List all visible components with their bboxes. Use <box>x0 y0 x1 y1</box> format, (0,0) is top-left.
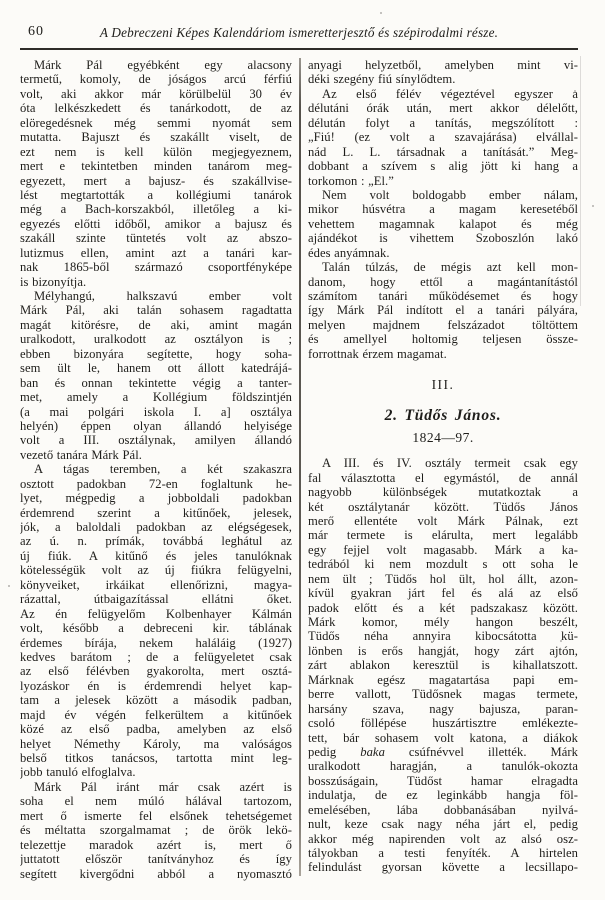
text-line: nád L. L. társadnak a tanítását.” Meg- <box>308 144 578 159</box>
text-line: az ú. n. prímák, továbbá leghátul az <box>20 534 292 549</box>
scan-edge-artifact <box>580 56 581 306</box>
text-line: könyveiket, irkáikat ellenőrizni, magya- <box>20 577 292 592</box>
text-line: tályokban a testi fenyíték. A hirtelen <box>308 846 578 860</box>
text-line: délután folyt a tanítás, megszólított : <box>308 115 578 130</box>
text-line: berre vallott, Tüdősnek magas termete, <box>308 687 578 702</box>
text-line: felindulást gyorsan követte a lecsillapo- <box>308 860 578 875</box>
text-line: elöregedésnek még semmi nyomát sem <box>20 115 292 130</box>
text-line: helyén) éppen olyan állandó helyisége <box>20 418 292 433</box>
text-line: magát kitörésre, de aki, amint magán <box>20 317 292 332</box>
section-number-heading: III. <box>431 377 455 393</box>
text-line: csoló föllépése huszártisztre emlékezte- <box>308 716 578 731</box>
text-line: tam a jelesek között a második padban, <box>20 693 292 708</box>
text-line: lyozáskor én is érdemrendi helyet kap- <box>20 678 292 693</box>
text-line: Márknak egész magatartása papi em- <box>308 672 578 687</box>
text-line: is bizonyítja. <box>20 274 87 289</box>
text-line: Márk komor, mély hangon beszélt, <box>308 615 578 629</box>
text-line: uralkodott haragján, a tanulók-okozta <box>308 759 578 774</box>
text-line: vehettem magamnak kalapot és még <box>308 216 578 231</box>
text-line: és méltatta szorgalmamat ; de örök lekö- <box>20 823 292 838</box>
text-line: (a mai polgári iskola I. a] osztálya <box>20 404 292 419</box>
subsection-title: 2. Tüdős János. <box>384 407 502 425</box>
text-line: danom, hogy ettől a magántanítástól <box>308 274 578 289</box>
text-line: lönben is erős hangját, hogy zárt ajtón, <box>308 643 578 658</box>
text-line: kedves barátom ; de a felügyeletet csak <box>20 649 292 664</box>
text-line: új fiúk. A kitűnő és jeles tanulóknak <box>20 548 292 563</box>
text-line: emelésében, lába dobbanásában nyilvá- <box>308 802 578 817</box>
text-line: kívül gyakran járt fel és alá az első <box>308 586 578 601</box>
text-line: volt, aki akkor már körülbelül 30 év <box>20 86 292 101</box>
text-line: déki szegény fiú sínylődtem. <box>308 72 456 87</box>
text-line: és amellyel holtomig teljesen össze- <box>308 332 578 347</box>
scan-speck <box>8 585 10 587</box>
text-line: tedrából ki nem mozdult s ott soha le <box>308 557 578 572</box>
text-line: akkor még napirenden volt az alsó osz- <box>308 831 578 846</box>
text-line: majd év végén felkerültem a kitűnőek <box>20 707 292 722</box>
text-line: ebben bizonyára segítette, hogy soha- <box>20 346 292 361</box>
text-line: harsány szava, nagy bajusza, paran- <box>308 701 578 716</box>
text-line: helyet Némethy Károly, ma valóságos <box>20 736 292 751</box>
text-line: Talán túlzás, de mégis azt kell mon- <box>322 260 578 275</box>
text-line: lutizmus ellen, amint azt a tanári kar- <box>20 245 292 260</box>
text-line: szakáll szinte tüntetés volt az abszo- <box>20 231 292 246</box>
text-line: melyen majdnem felszázadot töltöttem <box>308 317 578 332</box>
text-line: volt, később a debreceni kir. táblának <box>20 621 292 636</box>
text-line: torkomon : „El.” <box>308 173 394 188</box>
text-line: mutatta. Bajuszt és szakállt viselt, de <box>20 130 292 145</box>
text-line: „Fiú! (ez volt a szavajárása) elvállal- <box>308 130 578 145</box>
text-line: édes anyámnak. <box>308 245 390 260</box>
text-line: mikor húsvétra a magam keresetéből <box>308 202 578 217</box>
scan-speck <box>574 90 576 92</box>
text-line: lést megtartották a kollégiumi tanárok <box>20 187 292 202</box>
text-line: padok előtt és a két padszakasz között. <box>308 600 578 615</box>
text-line: Márk Pál egyébként egy alacsony <box>34 58 292 72</box>
text-line: rázattal, útbaigazítással ellátni őket. <box>20 592 292 607</box>
text-line: számítom tanári működésemet és hogy <box>308 289 578 303</box>
text-line: így Márk Pál indított el a tanári pályára, <box>308 303 578 318</box>
page-number: 60 <box>28 24 44 39</box>
text-line: telezettje maradok azért is, mert ő <box>20 837 292 852</box>
text-line: mert ő ismerte fel elsőnek tehetségemet <box>20 808 292 823</box>
text-line: két osztálytanár között. Tüdős János <box>308 499 578 514</box>
lifespan-dates: 1824—97. <box>412 430 474 446</box>
text-line: jók, a baloldali padokban az elégségesek, <box>20 520 292 534</box>
text-line: Tüdős néha annyira kibocsátotta kü- <box>308 629 578 644</box>
text-line: délutáni órák után, mert akkor délelőtt, <box>308 101 578 116</box>
text-line: mert e tekintetben minden tanárom meg- <box>20 159 292 174</box>
text-line: volt a III. osztálynak, amilyen állandó <box>20 433 292 448</box>
text-line: jobb tanuló elfoglalva. <box>20 765 136 780</box>
page-header <box>20 22 578 44</box>
text-line: egyezés előtti időből, amikor a bajusz és <box>20 216 292 231</box>
text-line: nagyobb különbségek mutatkoztak a <box>308 485 578 500</box>
text-line: indulatja, de ez leginkább hangja föl- <box>308 788 578 803</box>
text-line: közé az első padba, amelyben az első <box>20 722 292 737</box>
text-line: érdemrend szerint a kitűnőek, jelesek, <box>20 505 292 520</box>
text-line: nult, keze csak nagy néha járt el, pedig <box>308 817 578 832</box>
text-line: nak 1865-ből származó csoportfényképe <box>20 260 292 275</box>
text-line: ezt nem is kell külön megjegyeznem, <box>20 144 292 159</box>
text-line: egy fejjel volt magasabb. Márk a ka- <box>308 542 578 557</box>
text-line: óta lelkészkedett és tanárkodott, de az <box>20 101 292 116</box>
text-line: egyezett, mert a bajusz- és szakállvise- <box>20 173 292 188</box>
column-divider-rule <box>299 58 301 876</box>
scan-speck <box>560 640 562 642</box>
text-line: Az én felügyelőm Kolbenhayer Kálmán <box>20 606 292 621</box>
text-line: fal választotta el egymástól, de annál <box>308 470 578 485</box>
text-line: segített kivergődni abból a nyomasztó <box>20 866 292 881</box>
text-line: vezető tanára Márk Pál. <box>20 447 142 462</box>
text-line: pedig baka csúfnévvel illették. Márk <box>308 744 578 759</box>
text-line: forrottnak érzem magamat. <box>308 346 447 361</box>
text-line: belső titkos tanácsos, tartotta mint leg- <box>20 751 292 765</box>
text-line: Mélyhangú, halkszavú ember volt <box>34 289 292 303</box>
text-line: már termete is elárulta, mert legalább <box>308 528 578 543</box>
running-title: A Debreczeni Képes Kalendáriom ismeretterjesztő és szépirodalmi része. <box>99 25 499 40</box>
text-line: termetű, komoly, de jóságos arcú férfiú <box>20 72 292 87</box>
text-line: juttatott először tanítványhoz és így <box>20 852 292 867</box>
scan-speck <box>380 12 382 14</box>
header-rule <box>20 48 578 50</box>
scan-speck <box>592 205 594 207</box>
text-line: lyet, mégpedig a jobboldali padokban <box>20 491 292 506</box>
text-line: zárt ablakon keresztül is kihallatszott. <box>308 658 578 673</box>
text-line: met, amely a Kollégium földszintjén <box>20 390 292 405</box>
text-line: sem ült le, hanem ott állott katedrájá- <box>20 361 292 376</box>
text-line: tett, bár sohasem volt katona, a diákok <box>308 730 578 745</box>
text-line: dobbant a szívem s alig jött ki hang a <box>308 159 578 174</box>
text-line: soha el nem múló hálával tartozom, <box>20 794 292 809</box>
text-line: érdemes bírája, nekem haláláig (1927) <box>20 635 292 650</box>
text-line: nem ült ; Tüdős hol ült, hol állt, azon- <box>308 571 578 586</box>
text-line: merő ellentéte volt Márk Pálnak, ezt <box>308 513 578 528</box>
text-line: bosszúságain, Tüdőst hamar elragadta <box>308 773 578 788</box>
text-line: ban és onnan tekintette végig a tanter- <box>20 375 292 390</box>
text-line: az első félévben gyakorolta, mert osztá- <box>20 664 292 679</box>
text-line: uralkodott, uralkodott az osztályon is ; <box>20 332 292 347</box>
text-line: Márk Pál, aki talán sohasem ragadtatta <box>20 303 292 318</box>
right-column <box>308 58 578 886</box>
text-line: Márk Pál iránt már csak azért is <box>34 779 292 794</box>
text-line: anyagi helyzetből, amelyben mint vi- <box>308 58 578 72</box>
left-column <box>20 58 292 886</box>
text-line: Nem volt boldogabb ember nálam, <box>322 187 578 202</box>
text-line: ajándékot is vihettem Szoboszlón lakó <box>308 231 578 246</box>
text-line: Az első félév végeztével egyszer a <box>322 86 578 101</box>
text-line: A III. és IV. osztály termeit csak egy <box>322 456 578 471</box>
text-line: osztott padokban 72-en foglaltunk he- <box>20 476 292 491</box>
text-line: még a Bach-korszakból, illetőleg a ki- <box>20 202 292 217</box>
two-column-text-body <box>20 58 578 886</box>
text-line: kötelességük volt az új fiúkra felügyelni, <box>20 563 292 578</box>
text-line: A tágas teremben, a két szakaszra <box>34 462 292 477</box>
